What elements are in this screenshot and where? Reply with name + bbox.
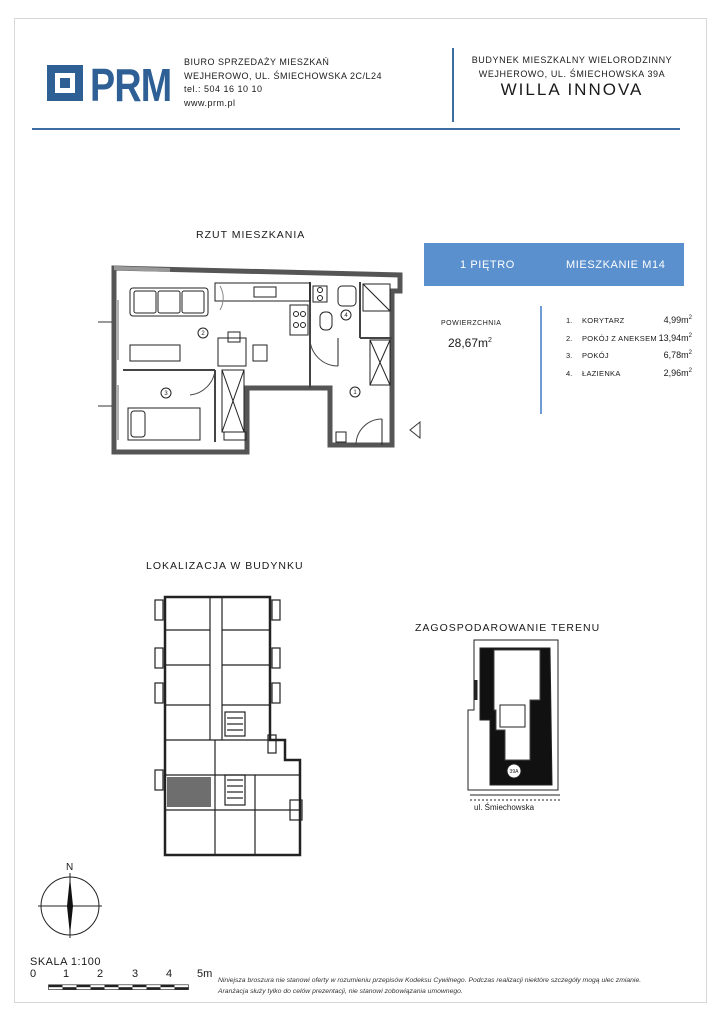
disclaimer-line-2: Aranżacja służy tylko do celów prezentacji, nie stanowi zobowiązania umownego. xyxy=(218,988,463,995)
site-plan-title: ZAGOSPODAROWANIE TERENU xyxy=(415,622,601,634)
scale-tick: 5m xyxy=(197,968,213,980)
scale-label: SKALA 1:100 xyxy=(30,956,101,968)
floor-label: 1 PIĘTRO xyxy=(460,259,515,271)
room-row: 2. POKÓJ Z ANEKSEM $13,94m^2$ xyxy=(566,332,692,343)
disclaimer-line-1: Niniejsza broszura nie stanowi oferty w rozumieniu przepisów Kodeksu Cywilnego. Podczas realizacji niektóre szczegóły mogą ulec zmianie. xyxy=(218,977,642,984)
scale-tick: 1 xyxy=(63,968,70,980)
plan-title: RZUT MIESZKANIA xyxy=(196,229,306,241)
office-line-1: BIURO SPRZEDAŻY MIESZKAŃ xyxy=(184,57,330,67)
office-line-2: WEJHEROWO, UL. ŚMIECHOWSKA 2C/L24 xyxy=(184,70,383,81)
site-building-label: 39A xyxy=(509,769,519,775)
room-row: 4. ŁAZIENKA $2,96m^2$ xyxy=(566,367,692,378)
plan-room-label: 2 xyxy=(201,331,205,337)
office-website[interactable]: www.prm.pl xyxy=(184,97,236,108)
area-label: POWIERZCHNIA xyxy=(441,320,502,327)
plan-room-label: 1 xyxy=(353,390,357,396)
scale-bar xyxy=(33,984,208,992)
office-phone[interactable]: tel.: 504 16 10 10 xyxy=(184,84,263,94)
area-value: $28,67m^2$ xyxy=(448,336,492,350)
scale-tick: 2 xyxy=(97,968,104,980)
building-address: WEJHEROWO, UL. ŚMIECHOWSKA 39A xyxy=(478,69,666,79)
compass-north-label: N xyxy=(66,862,74,873)
room-row: 1. KORYTARZ $4,99m^2$ xyxy=(566,315,692,325)
scale-tick: 3 xyxy=(132,968,139,980)
street-label: ul. Śmiechowska xyxy=(474,803,535,812)
building-type: BUDYNEK MIESZKALNY WIELORODZINNY xyxy=(471,55,673,65)
apartment-label: MIESZKANIE M14 xyxy=(566,259,666,271)
building-name: WILLA INNOVA xyxy=(500,80,644,99)
disclaimer xyxy=(218,975,698,997)
scale-tick: 4 xyxy=(166,968,173,980)
location-title: LOKALIZACJA W BUDYNKU xyxy=(146,560,304,572)
plan-room-label: 3 xyxy=(164,391,168,397)
room-row: 3. POKÓJ $6,78m^2$ xyxy=(566,350,692,360)
plan-room-label: 4 xyxy=(344,313,348,319)
scale-tick: 0 xyxy=(30,968,37,980)
logo-text: PRM xyxy=(90,59,172,111)
